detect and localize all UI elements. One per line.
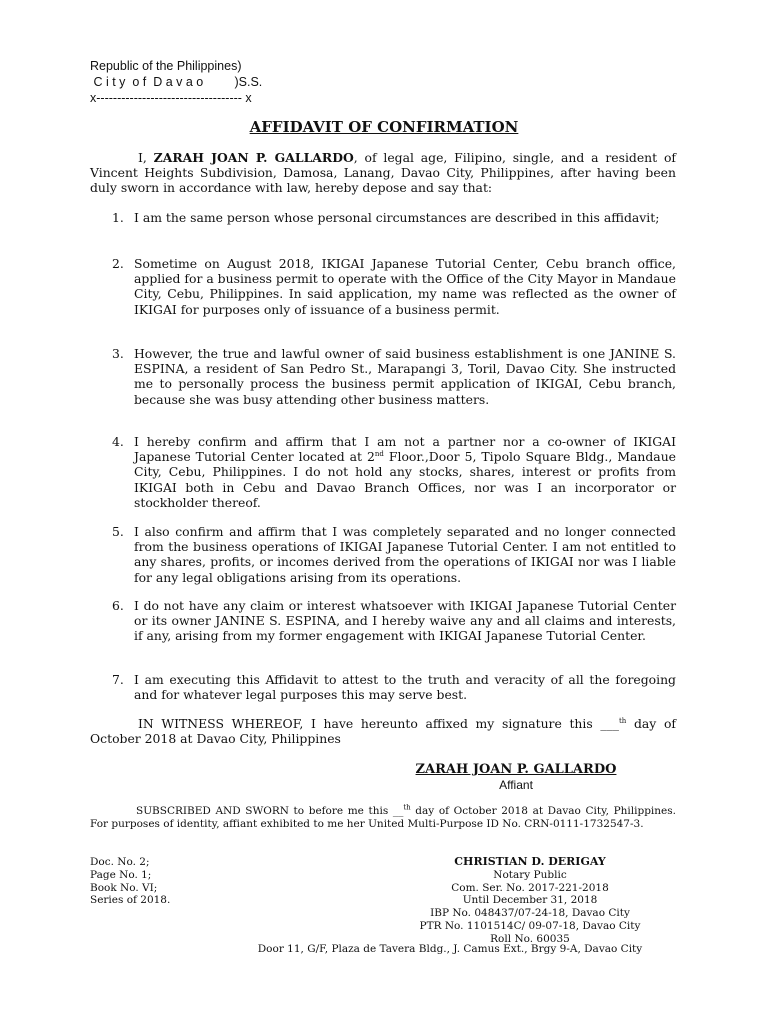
list-item [112, 524, 676, 585]
notary-commission: Com. Ser. No. 2017-221-2018 [451, 881, 609, 894]
list-item [112, 346, 676, 407]
item-number: 2. [112, 256, 124, 271]
jurat-ordinal: th [403, 803, 411, 812]
ordinal-suffix: nd [374, 450, 384, 459]
notary-block [360, 856, 700, 946]
list-item [112, 672, 676, 703]
intro-paragraph [90, 150, 676, 196]
affiant-signature-name: ZARAH JOAN P. GALLARDO [415, 762, 617, 777]
witness-before: IN WITNESS WHEREOF, I have hereunto affixed my signature this ___ [138, 716, 619, 731]
doc-number: Doc. No. 2; [90, 856, 150, 868]
list-item [112, 210, 676, 225]
notary-name: CHRISTIAN D. DERIGAY [454, 855, 606, 868]
intro-prefix: I, [138, 150, 154, 165]
item-number: 4. [112, 434, 124, 449]
venue-block [90, 58, 262, 106]
item-text-after: Floor.,Door 5, Tipolo Square Bldg., Mandaue City, Cebu, Philippines. I do not hold any stocks, shares, interest or profits from IKIGAI both in Cebu and Davao Branch Offices, nor was I an incorporator or stockholder thereof. [134, 449, 677, 510]
item-text: I also confirm and affirm that I was completely separated and no longer connected from the business operations of IKIGAI Japanese Tutorial Center. I am not entitled to any shares, profits, or incomes derived from the operations of IKIGAI nor was I liable for any legal obligations arising from its operations. [134, 524, 676, 585]
item-text: Sometime on August 2018, IKIGAI Japanese Tutorial Center, Cebu branch office, applied for a business permit to operate with the Office of the City Mayor in Mandaue City, Cebu, Philippines. In said application, my name was reflected as the owner of IKIGAI for purposes only of issuance of a business permit. [134, 256, 676, 317]
jurat-after: day of October 2018 at Davao City, Philippines. For purposes of identity, affiant exhibited to me her United Multi-Purpose ID No. CRN-0111-1732547-3. [90, 805, 676, 830]
jurat-paragraph [90, 805, 676, 830]
list-item [112, 598, 676, 644]
intro-rest: , of legal age, Filipino, single, and a resident of Vincent Heights Subdivision, Damosa, Lanang, Davao City, Philippines, after having been duly sworn in accordance with law, hereby depose and say that: [90, 150, 676, 196]
document-title: AFFIDAVIT OF CONFIRMATION [249, 118, 519, 136]
series-year: Series of 2018. [90, 894, 171, 907]
venue-republic: Republic of the Philippines) [90, 59, 242, 73]
venue-city: C i t y o f D a v a o )S.S. [90, 75, 263, 89]
notary-title: Notary Public [493, 868, 567, 881]
item-number: 3. [112, 346, 124, 361]
affiant-name-inline: ZARAH JOAN P. GALLARDO [153, 150, 354, 165]
item-number: 5. [112, 524, 124, 539]
jurat-before: SUBSCRIBED AND SWORN to before me this __ [136, 805, 404, 817]
item-number: 1. [112, 210, 124, 225]
document-references [90, 856, 170, 907]
witness-after: day of October 2018 at Davao City, Philippines [90, 716, 676, 747]
notary-address: Door 11, G/F, Plaza de Tavera Bldg., J. Camus Ext., Brgy 9-A, Davao City [257, 943, 643, 955]
item-text: I do not have any claim or interest whatsoever with IKIGAI Japanese Tutorial Center or its owner JANINE S. ESPINA, and I hereby waive any and all claims and interests, if any, arising from my former engagement with IKIGAI Japanese Tutorial Center. [134, 598, 676, 644]
item-text-before: I hereby confirm and affirm that I am not a partner nor a co-owner of IKIGAI Japanese Tutorial Center located at 2 [134, 434, 676, 465]
affiant-role: Affiant [499, 778, 533, 792]
list-item [112, 434, 677, 510]
list-item [112, 256, 676, 317]
notary-ibp: IBP No. 048437/07-24-18, Davao City [430, 907, 630, 920]
item-text: I am the same person whose personal circumstances are described in this affidavit; [134, 210, 660, 225]
witness-ordinal: th [618, 716, 627, 725]
notary-ptr: PTR No. 1101514C/ 09-07-18, Davao City [419, 919, 641, 932]
item-number: 6. [112, 598, 124, 613]
item-number: 7. [112, 672, 124, 687]
notary-roll: Roll No. 60035 [490, 932, 570, 945]
item-text: I am executing this Affidavit to attest to the truth and veracity of all the foregoing and for whatever legal purposes this may serve best. [134, 672, 676, 703]
venue-separator: x----------------------------------- x [90, 91, 252, 105]
book-number: Book No. VI; [90, 881, 158, 894]
witness-paragraph [90, 716, 676, 746]
notary-until: Until December 31, 2018 [462, 894, 598, 907]
item-text: However, the true and lawful owner of said business establishment is one JANINE S. ESPINA, a resident of San Pedro St., Marapangi 3, Toril, Davao City. She instructed me to personally process the business permit application of IKIGAI, Cebu branch, because she was busy attending other business matters. [134, 346, 676, 407]
page-number: Page No. 1; [90, 868, 152, 881]
